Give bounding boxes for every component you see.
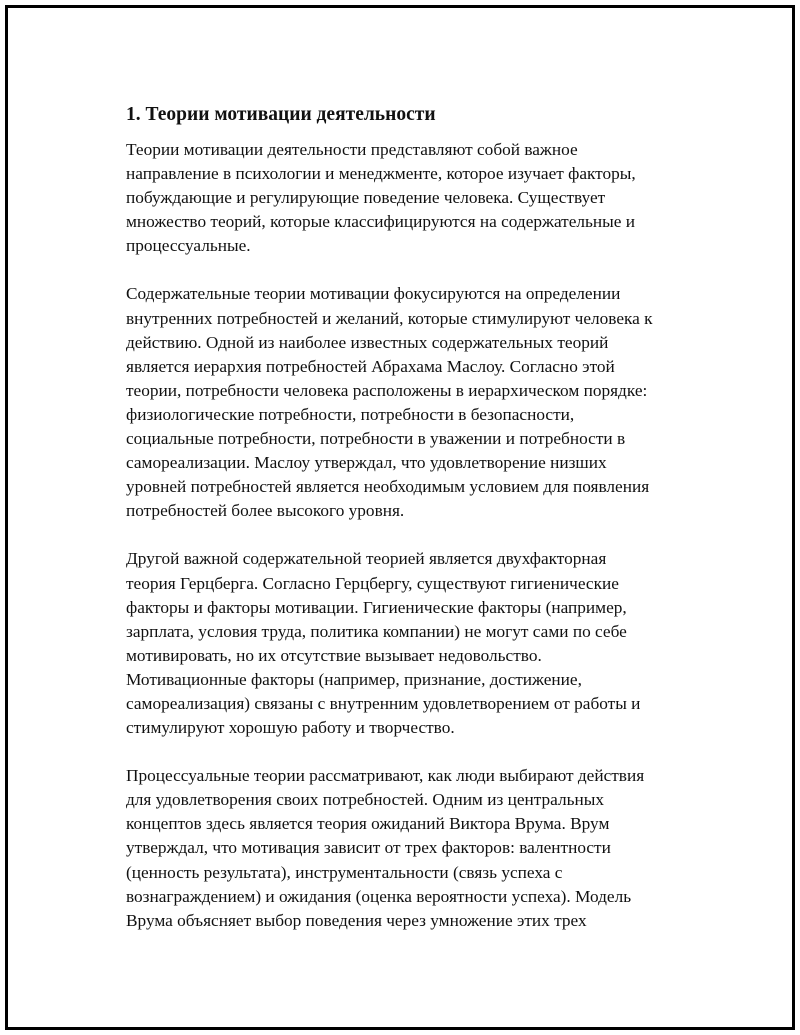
- paragraph-line: Содержательные теории мотивации фокусируются на определении: [126, 284, 621, 304]
- paragraph-line: уровней потребностей является необходимым условием для появления: [126, 477, 650, 497]
- paragraph-line: Теории мотивации деятельности представляют собой важное: [126, 140, 578, 159]
- paragraph-line: внутренних потребностей и желаний, которые стимулируют человека к: [126, 308, 653, 328]
- page-frame: [5, 5, 795, 1030]
- paragraph-line: Другой важной содержательной теорией является двухфакторная: [126, 549, 607, 569]
- paragraph-line: утверждал, что мотивация зависит от трех факторов: валентности: [126, 838, 611, 858]
- paragraph-line: факторы и факторы мотивации. Гигиенические факторы (например,: [126, 597, 627, 617]
- paragraph: [126, 547, 706, 740]
- paragraph-line: действию. Одной из наиболее известных содержательных теорий: [126, 332, 609, 352]
- paragraph-line: концептов здесь является теория ожиданий Виктора Врума. Врум: [126, 814, 610, 834]
- paragraph-line: социальные потребности, потребности в уважении и потребности в: [126, 429, 626, 449]
- paragraph-line: является иерархия потребностей Абрахама Маслоу. Согласно этой: [126, 356, 615, 376]
- paragraph-line: (ценность результата), инструментальности (связь успеха с: [126, 862, 563, 882]
- paragraph-line: потребностей более высокого уровня.: [126, 501, 405, 521]
- paragraph-line: Врума объясняет выбор поведения через умножение этих трех: [126, 910, 587, 930]
- paragraph-line: теория Герцберга. Согласно Герцбергу, существуют гигиенические: [126, 573, 619, 593]
- paragraph: [126, 138, 706, 258]
- paragraph-line: множество теорий, которые классифицируются на содержательные и: [126, 212, 636, 232]
- paragraph: [126, 282, 706, 523]
- paragraph-line: побуждающие и регулирующие поведение человека. Существует: [126, 188, 606, 208]
- paragraph-line: мотивировать, но их отсутствие вызывает недовольство.: [126, 645, 542, 665]
- paragraph-line: самореализации. Маслоу утверждал, что удовлетворение низших: [126, 453, 607, 473]
- paragraph-line: процессуальные.: [126, 236, 251, 256]
- paragraph-line: Процессуальные теории рассматривают, как люди выбирают действия: [126, 766, 645, 786]
- paragraph-line: направление в психологии и менеджменте, которое изучает факторы,: [126, 164, 636, 184]
- paragraph: [126, 764, 706, 933]
- paragraph-line: теории, потребности человека расположены в иерархическом порядке:: [126, 380, 648, 400]
- paragraph-line: самореализация) связаны с внутренним удовлетворением от работы и: [126, 693, 641, 713]
- paragraph-line: Мотивационные факторы (например, признание, достижение,: [126, 669, 582, 689]
- section-heading: 1. Теории мотивации деятельности: [126, 104, 436, 125]
- paragraph-line: стимулируют хорошую работу и творчество.: [126, 718, 455, 738]
- paragraph-line: зарплата, условия труда, политика компании) не могут сами по себе: [126, 621, 627, 641]
- paragraph-line: физиологические потребности, потребности в безопасности,: [126, 404, 575, 424]
- paragraph-line: вознаграждением) и ожидания (оценка вероятности успеха). Модель: [126, 886, 632, 906]
- document-body: [126, 101, 706, 957]
- paragraph-line: для удовлетворения своих потребностей. Одним из центральных: [126, 790, 604, 810]
- paragraphs-container: [126, 138, 706, 933]
